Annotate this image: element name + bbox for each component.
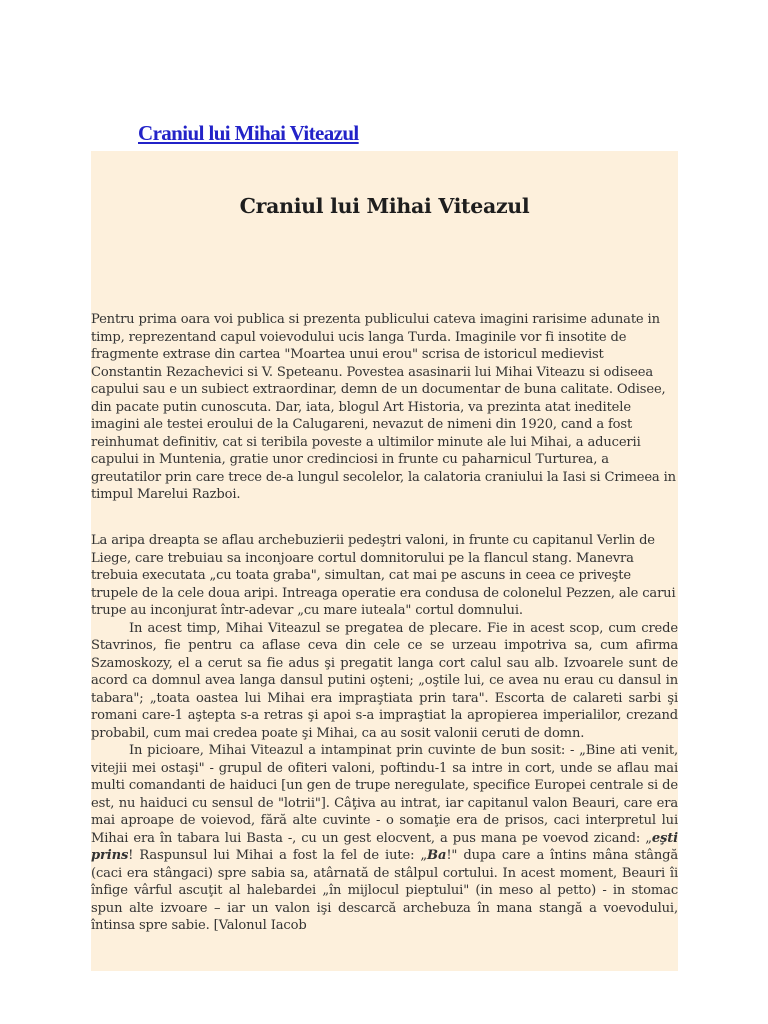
article-panel	[91, 151, 678, 971]
story-paragraph-3-part-c: ! Raspunsul lui Mihai a fost la fel de iute: „	[128, 848, 428, 863]
story-paragraph-1: La aripa dreapta se aflau archebuzierii pedeştri valoni, in frunte cu capitanul Verlin de Liege, care trebuiau sa inconjoare cortul domnitorului pe la flancul stang. Manevra trebuia executata „cu toata graba", simultan, cat mai pe ascuns in ceea ce priveşte trupele de la cele doua aripi. Intreaga operatie era condusa de colonelul Pezzen, ale carui trupe au inconjurat într-adevar „cu mare iuteala" cortul domnului.	[91, 533, 676, 618]
intro-paragraph: Pentru prima oara voi publica si prezenta publicului cateva imagini rarisime adunate in timp, reprezentand capul voievodului ucis langa Turda. Imaginile vor fi insotite de fragmente extrase din cartea "Moartea unui erou" scrisa de istoricul medievist Constantin Rezachevici si V. Speteanu. Povestea asasinarii lui Mihai Viteazu si odiseea capului sau e un subiect extraordinar, demn de un documentar de buna calitate. Odisee, din pacate putin cunoscuta. Dar, iata, blogul Art Historia, va prezinta atat ineditele imagini ale testei eroului de la Calugareni, nevazut de nimeni din 1920, cand a fost reinhumat definitiv, cat si teribila poveste a ultimilor minute ale lui Mihai, a aducerii capului in Muntenia, gratie unor credinciosi in frunte cu paharnicul Turturea, a greutatilor prin care trece de-a lungul secolelor, la calatoria craniului la Iasi si Crimeea in timpul Marelui Razboi.	[91, 312, 676, 502]
story-text	[91, 532, 678, 935]
story-paragraph-3	[91, 742, 678, 935]
panel-title: Craniul lui Mihai Viteazul	[239, 194, 530, 218]
quote-ba: Ba	[427, 848, 447, 863]
story-paragraph-3-part-e: !" dupa care a întins mâna stângă (caci era stângaci) spre sabia sa, atârnată de stâlpul cortului. In acest moment, Beauri îi înfige vârful ascuţit al halebardei „în mijlocul pieptului" (in meso al petto) - in stomac spun alte izvoare – iar un valon işi descarcă archebuza în mana stangă a voevodului, întinsa spre sabie. [Valonul Iacob	[91, 848, 678, 933]
story-paragraph-2: In acest timp, Mihai Viteazul se pregatea de plecare. Fie in acest scop, cum crede Stavrinos, fie pentru ca aflase ceva din cele ce se urzeau impotriva sa, cum afirma Szamoskozy, el a cerut sa fie adus şi pregatit langa cort calul sau alb. Izvoarele sunt de acord ca domnul avea langa dansul putini oşteni; „oştile lui, ce avea nu erau cu dansul in tabara"; „toata oastea lui Mihai era impraştiata prin tara". Escorta de calareti sarbi şi romani care-1 aştepta s-a retras şi apoi s-a impraştiat la apropierea imperialilor, crezand probabil, cum mai credea poate şi Mihai, ca au sosit valonii ceruti de domn.	[91, 620, 678, 741]
quote-esti-prins: eşti prins	[91, 830, 678, 863]
story-paragraph-3-part-a: In picioare, Mihai Viteazul a intampinat prin cuvinte de bun sosit: - „Bine ati venit, vitejii mei ostaşi" - grupul de ofiteri valoni, poftindu-1 sa intre in cort, unde se aflau mai multi comandanti de haiduci [un gen de trupe neregulate, specifice Europei centrale si de est, nu haiduci cu sensul de "lotrii"]. Câţiva au intrat, iar capitanul valon Beauri, care era mai aproape de voievod, fără alte cuvinte - o somaţie era de prisos, caci interpretul lui Mihai era în tabara lui Basta -, cu un gest elocvent, a pus mana pe voevod zicand: „	[91, 743, 678, 846]
article-title-link[interactable]: Craniul lui Mihai Viteazul	[138, 121, 359, 145]
